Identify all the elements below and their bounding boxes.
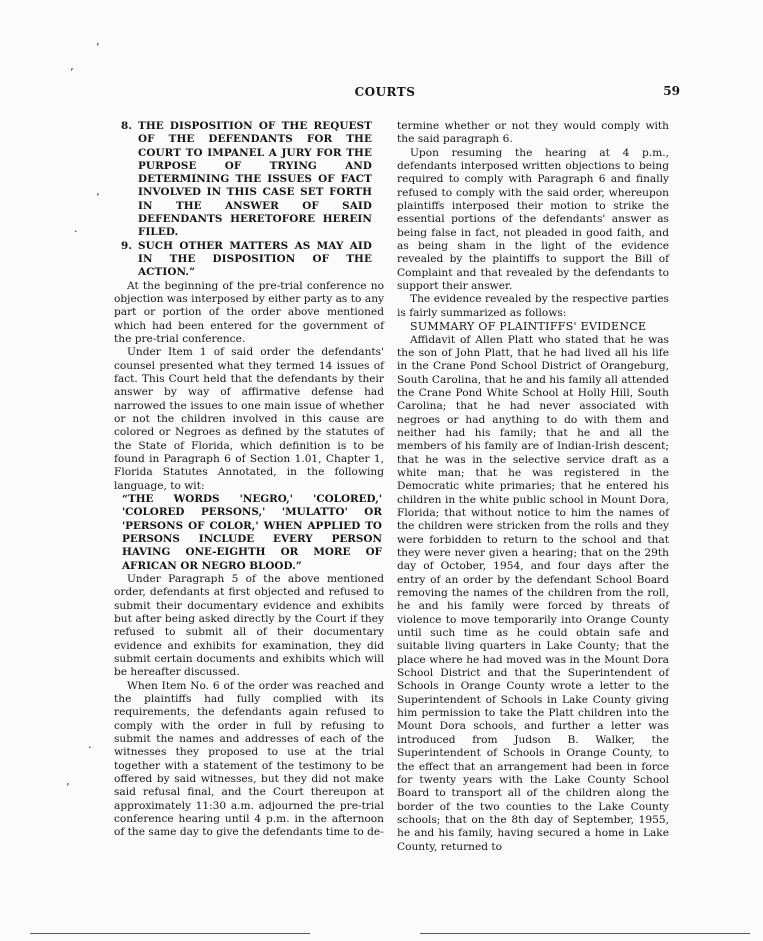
- left-column: [114, 120, 384, 840]
- paragraph: When Item No. 6 of the order was reached and the plaintiffs had fully complied with its requirements, the defendants again refused to comply with the order in full by refusing to submit the names and addresses of each of the witnesses they proposed to use at the trial together with a statement of the testimony to be offered by said witnesses, but they did not make said refusal final, and the Court thereupon at approximately 11:30 a.m. adjourned the pre-trial conference hearing until 4 p.m. in the afternoon of the same day to give the defendants time to de-: [114, 679, 384, 839]
- paragraph: Affidavit of Allen Platt who stated that he was the son of John Platt, that he had lived all his life in the Crane Pond School District of Orangeburg, South Carolina, that he and his family all attended the Crane Pond White School at Holly Hill, South Carolina; that he had never associated with negroes or had anything to do with them and neither had his family; that he and all the members of his family are of Indian-Irish descent; that he was in the selective service draft as a white man; that he was registered in the Democratic white primaries; that he entered his children in the white public school in Mount Dora, Florida; that without notice to him the names of the children were stricken from the rolls and they were forbidden to return to the school and that they were never given a hearing; that on the 29th day of October, 1954, and four days after the entry of an order by the defendant School Board removing the names of the children from the roll, he and his family were forced by threats of violence to move temporarily into Orange County until such time as he could obtain safe and suitable living quarters in Lake County; that the place where he had moved was in the Mount Dora School District and that the Superintendent of Schools in Orange County wrote a letter to the Superintendent of Schools in Lake County giving him permission to take the Platt children into the Mount Dora schools, and further a letter was introduced from Judson B. Walker, the Superintendent of Schools in Orange County, to the effect that an arrangement had been in force for twenty years with the Lake County School Board to transport all of the children along the border of the two counties to the Lake County schools; that on the 8th day of September, 1955, he and his family, having secured a home in Lake County, returned to: [397, 333, 669, 853]
- paragraph: Upon resuming the hearing at 4 p.m., defendants interposed written objections to being required to comply with Paragraph 6 and finally refused to comply with the said order, whereupon plaintiffs interposed their motion to strike the essential portions of the defendants' answer as being false in fact, not pleaded in good faith, and as being sham in the light of the evidence revealed by the plaintiffs to support the Bill of Complaint and that revealed by the defendants to support their answer.: [397, 146, 669, 293]
- footer-rule: [420, 933, 750, 934]
- statute-quote: “THE WORDS 'NEGRO,' 'COLORED,' 'COLORED PERSONS,' 'MULATTO' OR 'PERSONS OF COLOR,' WHEN APPLIED TO PERSONS INCLUDE EVERY PERSON HAVING ONE-EIGHTH OR MORE OF AFRICAN OR NEGRO BLOOD.”: [122, 493, 382, 572]
- paragraph: Under Paragraph 5 of the above mentioned order, defendants at first objected and refused to submit their documentary evidence and exhibits but after being asked directly by the Court if they refused to submit all of their documentary evidence and exhibits for examination, they did submit certain documents and exhibits which will be hereafter discussed.: [114, 572, 384, 679]
- margin-mark: ’: [66, 781, 70, 794]
- right-column: [397, 120, 669, 854]
- footer-rule: [30, 933, 310, 934]
- margin-mark: ·: [88, 741, 92, 754]
- margin-mark: ’: [96, 191, 100, 204]
- paragraph: At the beginning of the pre-trial conference no objection was interposed by either party as to any part or portion of the order above mentioned which had been entered for the government of the pre-trial conference.: [114, 279, 384, 345]
- paragraph: The evidence revealed by the respective parties is fairly summarized as follows:: [397, 293, 669, 319]
- page-number: 59: [663, 84, 680, 98]
- margin-mark: ’: [96, 41, 100, 54]
- order-item-8: 8. THE DISPOSITION OF THE REQUEST OF THE DEFENDANTS FOR THE COURT TO IMPANEL A JURY FOR THE PURPOSE OF TRYING AND DETERMINING THE ISSUES OF FACT INVOLVED IN THIS CASE SET FORTH IN THE ANSWER OF SAID DEFENDANTS HERETOFORE HEREIN FILED.: [121, 120, 372, 239]
- order-item-9: 9. SUCH OTHER MATTERS AS MAY AID IN THE DISPOSITION OF THE ACTION.”: [121, 239, 372, 279]
- section-heading: SUMMARY OF PLAINTIFFS' EVIDENCE: [410, 320, 647, 334]
- margin-mark: ’: [70, 66, 74, 79]
- paragraph: Under Item 1 of said order the defendants' counsel presented what they termed 14 issues of fact. This Court held that the defendants by their answer by way of affirmative defense had narrowed the issues to one main issue of whether or not the children involved in this cause are colored or Negroes as defined by the statutes of the State of Florida, which definition is to be found in Paragraph 6 of Section 1.01, Chapter 1, Florida Statutes Annotated, in the following language, to wit:: [114, 346, 384, 492]
- margin-mark: ·: [74, 225, 78, 238]
- paragraph: termine whether or not they would comply with the said paragraph 6.: [397, 120, 669, 146]
- running-header: COURTS: [354, 85, 416, 99]
